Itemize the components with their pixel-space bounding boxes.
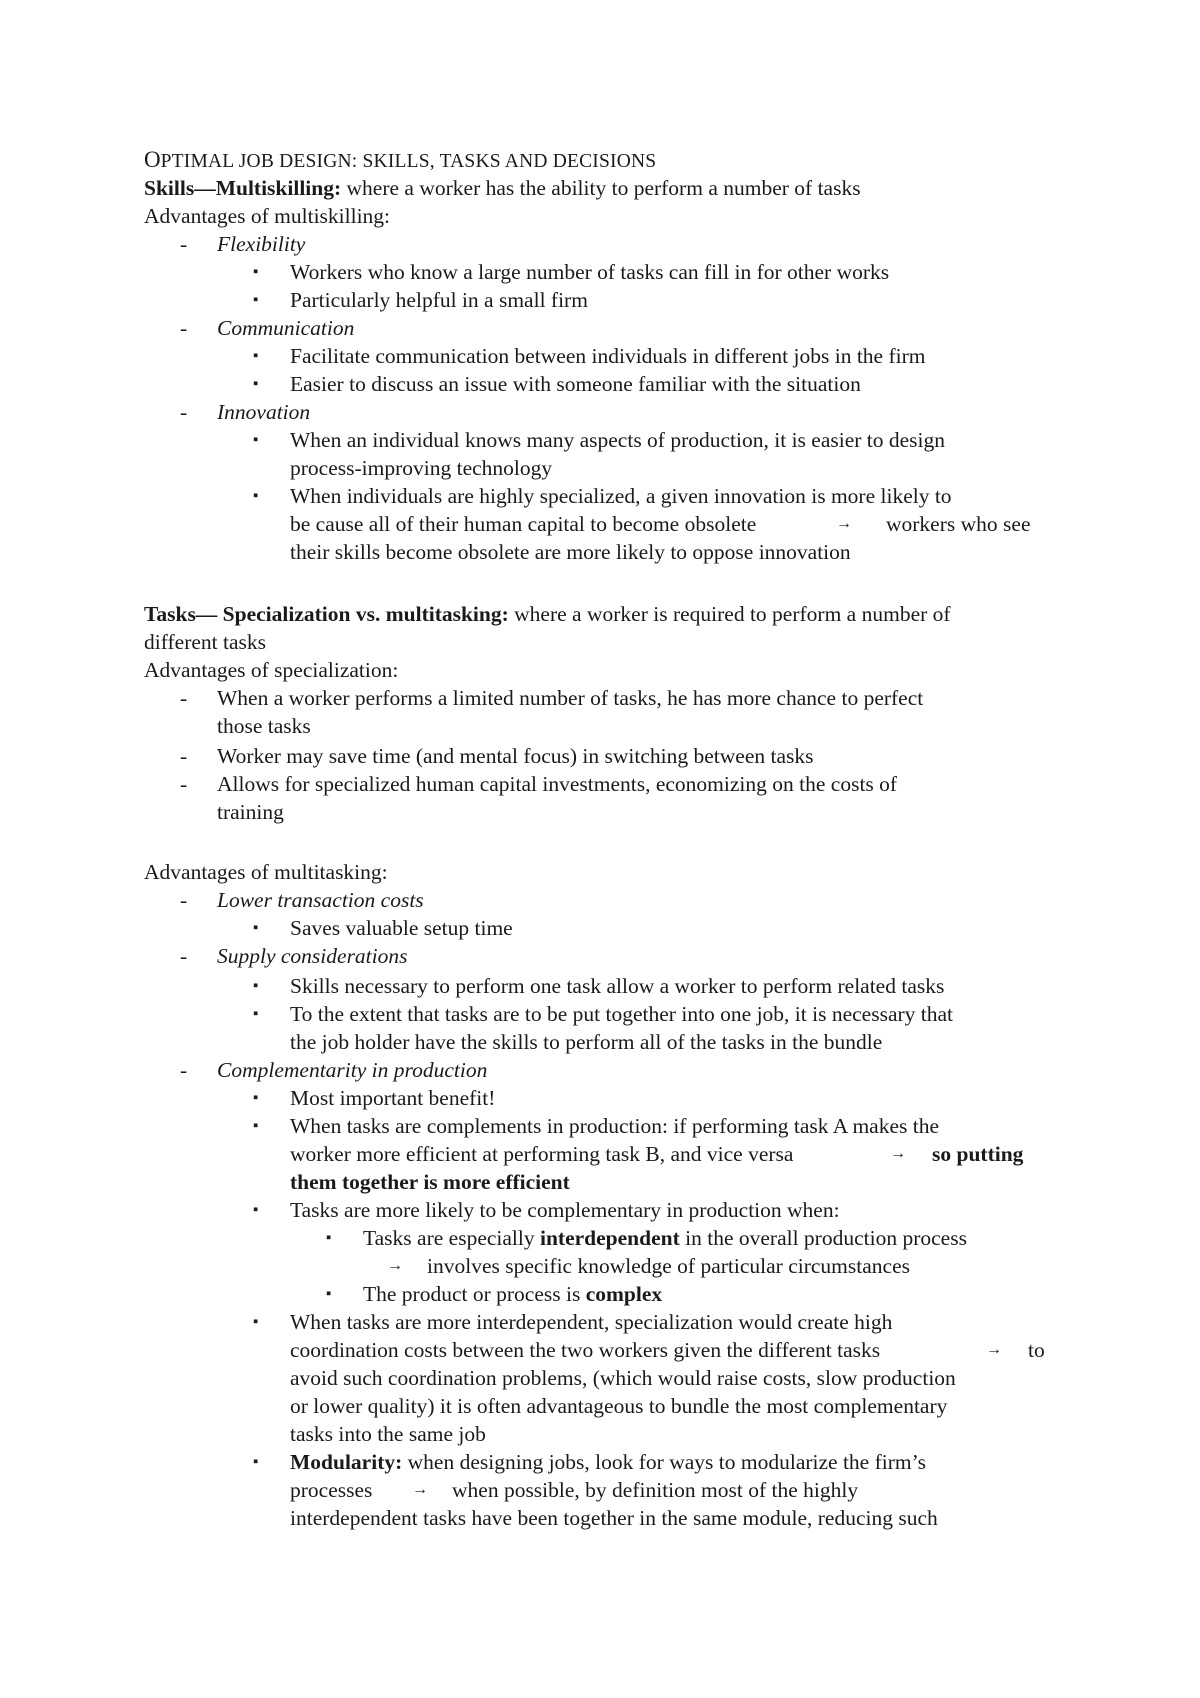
list-item-continued: workers who see bbox=[886, 512, 1031, 536]
supply-considerations-label: Supply considerations bbox=[217, 944, 408, 968]
square-bullet-icon: ▪ bbox=[253, 432, 259, 448]
arrow-icon: → bbox=[412, 1481, 428, 1498]
text-run: Tasks are especially bbox=[363, 1226, 540, 1250]
list-item: When individuals are highly specialized, a given innovation is more likely to bbox=[290, 484, 952, 508]
multitasking-advantages-label: Advantages of multitasking: bbox=[144, 860, 388, 884]
text-run: in the overall production process bbox=[679, 1226, 967, 1250]
arrow-icon: → bbox=[890, 1145, 906, 1162]
list-item-continued: coordination costs between the two workers given the different tasks bbox=[290, 1338, 881, 1362]
skills-heading-term: Skills—Multiskilling: bbox=[144, 176, 342, 200]
list-item-continued: training bbox=[217, 800, 284, 824]
list-item: When a worker performs a limited number of tasks, he has more chance to perfect bbox=[217, 686, 924, 710]
list-item: Saves valuable setup time bbox=[290, 916, 513, 940]
list-item-continued: the job holder have the skills to perform all of the tasks in the bundle bbox=[290, 1030, 883, 1054]
square-bullet-icon: ▪ bbox=[253, 488, 259, 504]
title-initial: O bbox=[144, 147, 161, 172]
list-item bbox=[363, 1280, 662, 1308]
title-rest: PTIMAL JOB DESIGN: SKILLS, TASKS AND DECISIONS bbox=[160, 151, 657, 172]
list-item-continued: interdependent tasks have been together in the same module, reducing such bbox=[290, 1506, 938, 1530]
list-item: When tasks are complements in production: if performing task A makes the bbox=[290, 1114, 940, 1138]
list-item: When an individual knows many aspects of production, it is easier to design bbox=[290, 428, 946, 452]
list-item: Worker may save time (and mental focus) in switching between tasks bbox=[217, 744, 814, 768]
text-run: when designing jobs, look for ways to modularize the firm’s bbox=[402, 1450, 926, 1474]
list-dash: - bbox=[180, 944, 188, 968]
list-dash: - bbox=[180, 888, 188, 912]
square-bullet-icon: ▪ bbox=[253, 1314, 259, 1330]
skills-heading-definition: where a worker has the ability to perform a number of tasks bbox=[341, 176, 861, 200]
square-bullet-icon: ▪ bbox=[253, 1006, 259, 1022]
list-item-continued: be cause all of their human capital to become obsolete bbox=[290, 512, 757, 536]
emphasis: complex bbox=[585, 1282, 663, 1306]
tasks-heading-term: Tasks— Specialization vs. multitasking: bbox=[144, 602, 509, 626]
square-bullet-icon: ▪ bbox=[253, 1454, 259, 1470]
list-item: Skills necessary to perform one task allow a worker to perform related tasks bbox=[290, 974, 945, 998]
list-item-continued: worker more efficient at performing task B, and vice versa bbox=[290, 1142, 794, 1166]
tasks-heading bbox=[144, 600, 951, 628]
tasks-heading-continued: different tasks bbox=[144, 630, 266, 654]
square-bullet-icon: ▪ bbox=[326, 1230, 332, 1246]
list-item-continued: those tasks bbox=[217, 714, 311, 738]
specialization-advantages-label: Advantages of specialization: bbox=[144, 658, 399, 682]
square-bullet-icon: ▪ bbox=[253, 348, 259, 364]
square-bullet-icon: ▪ bbox=[253, 376, 259, 392]
square-bullet-icon: ▪ bbox=[253, 264, 259, 280]
square-bullet-icon: ▪ bbox=[326, 1286, 332, 1302]
list-item: Tasks are more likely to be complementary in production when: bbox=[290, 1198, 840, 1222]
square-bullet-icon: ▪ bbox=[253, 978, 259, 994]
list-item: Easier to discuss an issue with someone familiar with the situation bbox=[290, 372, 861, 396]
flexibility-label: Flexibility bbox=[217, 232, 306, 256]
communication-label: Communication bbox=[217, 316, 355, 340]
list-item-continued: process-improving technology bbox=[290, 456, 553, 480]
skills-heading bbox=[144, 174, 861, 202]
arrow-icon: → bbox=[387, 1257, 403, 1274]
list-item bbox=[290, 1448, 926, 1476]
list-item bbox=[363, 1224, 967, 1252]
lower-transaction-costs-label: Lower transaction costs bbox=[217, 888, 424, 912]
arrow-icon: → bbox=[986, 1341, 1002, 1358]
arrow-icon: → bbox=[836, 515, 852, 532]
list-dash: - bbox=[180, 400, 188, 424]
innovation-label: Innovation bbox=[217, 400, 311, 424]
list-dash: - bbox=[180, 1058, 188, 1082]
square-bullet-icon: ▪ bbox=[253, 1090, 259, 1106]
list-item-continued: their skills become obsolete are more likely to oppose innovation bbox=[290, 540, 851, 564]
list-item-continued: tasks into the same job bbox=[290, 1422, 486, 1446]
list-item-continued: when possible, by definition most of the highly bbox=[452, 1478, 859, 1502]
list-item: Allows for specialized human capital investments, economizing on the costs of bbox=[217, 772, 898, 796]
list-dash: - bbox=[180, 744, 188, 768]
tasks-heading-definition: where a worker is required to perform a number of bbox=[508, 602, 951, 626]
square-bullet-icon: ▪ bbox=[253, 920, 259, 936]
modularity-term: Modularity: bbox=[290, 1450, 403, 1474]
list-item: Most important benefit! bbox=[290, 1086, 496, 1110]
square-bullet-icon: ▪ bbox=[253, 1202, 259, 1218]
list-item: To the extent that tasks are to be put together into one job, it is necessary that bbox=[290, 1002, 954, 1026]
square-bullet-icon: ▪ bbox=[253, 292, 259, 308]
list-item-continued: avoid such coordination problems, (which would raise costs, slow production bbox=[290, 1366, 956, 1390]
emphasis: interdependent bbox=[540, 1226, 680, 1250]
list-item: Facilitate communication between individuals in different jobs in the firm bbox=[290, 344, 926, 368]
list-item-continued: them together is more efficient bbox=[290, 1170, 570, 1194]
list-item-continued: involves specific knowledge of particular circumstances bbox=[427, 1254, 910, 1278]
document-title bbox=[144, 146, 656, 176]
list-dash: - bbox=[180, 686, 188, 710]
list-item-continued: so putting bbox=[932, 1142, 1024, 1166]
list-dash: - bbox=[180, 316, 188, 340]
square-bullet-icon: ▪ bbox=[253, 1118, 259, 1134]
list-item-continued: processes bbox=[290, 1478, 373, 1502]
list-dash: - bbox=[180, 232, 188, 256]
list-item: When tasks are more interdependent, specialization would create high bbox=[290, 1310, 893, 1334]
text-run: The product or process is bbox=[363, 1282, 586, 1306]
list-item: Workers who know a large number of tasks can fill in for other works bbox=[290, 260, 890, 284]
list-item-continued: or lower quality) it is often advantageous to bundle the most complementary bbox=[290, 1394, 948, 1418]
list-item-continued: to bbox=[1028, 1338, 1045, 1362]
complementarity-label: Complementarity in production bbox=[217, 1058, 488, 1082]
list-dash: - bbox=[180, 772, 188, 796]
multiskilling-advantages-label: Advantages of multiskilling: bbox=[144, 204, 391, 228]
list-item: Particularly helpful in a small firm bbox=[290, 288, 588, 312]
